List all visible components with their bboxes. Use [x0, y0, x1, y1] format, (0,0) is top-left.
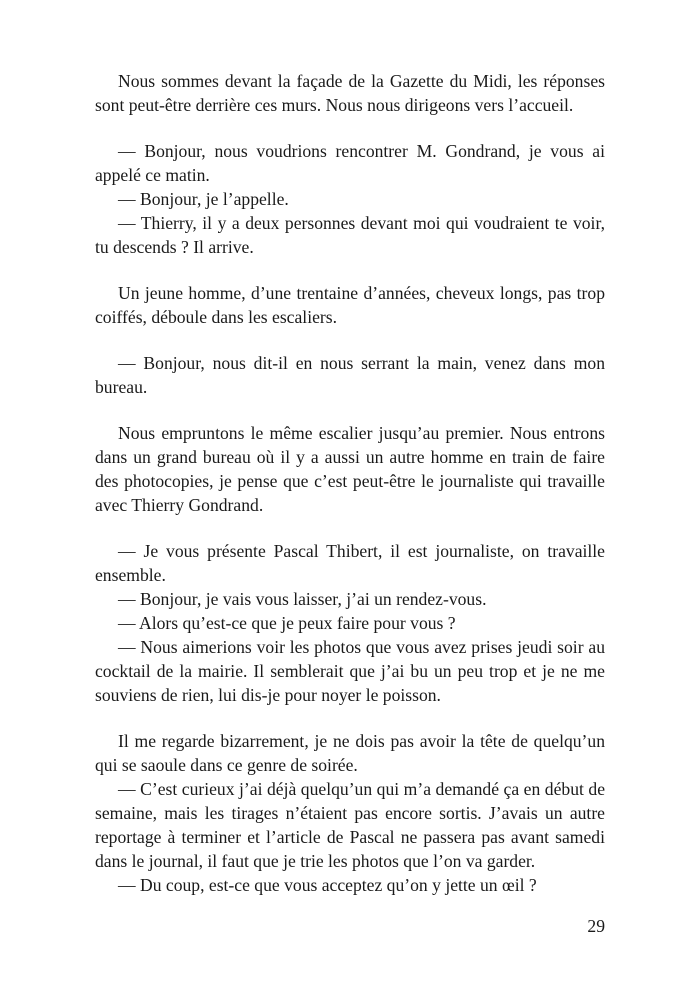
paragraph-11: — Nous aimerions voir les photos que vous avez prises jeudi soir au cocktail de la mairie. Il semblerait que j’ai bu un peu trop et je ne me souviens de rien, lui dis-je pour noyer le poisson.: [95, 637, 605, 705]
paragraph-12: Il me regarde bizarrement, je ne dois pas avoir la tête de quelqu’un qui se saoule dans ce genre de soirée.: [95, 731, 605, 775]
body-text: [95, 69, 605, 897]
paragraph-14: — Du coup, est-ce que vous acceptez qu’on y jette un œil ?: [118, 875, 537, 895]
page-number: 29: [587, 916, 605, 936]
paragraph-4: — Thierry, il y a deux personnes devant moi qui voudraient te voir, tu descends ? Il arrive.: [95, 213, 605, 257]
paragraph-9: — Bonjour, je vais vous laisser, j’ai un rendez-vous.: [118, 589, 487, 609]
paragraph-7: Nous empruntons le même escalier jusqu’au premier. Nous entrons dans un grand bureau où il y a aussi un autre homme en train de faire des photocopies, je pense que c’est peut-être le journaliste qui travaille avec Thierry Gondrand.: [95, 423, 605, 515]
paragraph-6: — Bonjour, nous dit-il en nous serrant la main, venez dans mon bureau.: [95, 353, 605, 397]
paragraph-10: — Alors qu’est-ce que je peux faire pour vous ?: [118, 613, 456, 633]
paragraph-5: Un jeune homme, d’une trentaine d’années, cheveux longs, pas trop coiffés, déboule dans les escaliers.: [95, 283, 605, 327]
paragraph-8: — Je vous présente Pascal Thibert, il est journaliste, on travaille ensemble.: [95, 541, 605, 585]
paragraph-13: — C’est curieux j’ai déjà quelqu’un qui m’a demandé ça en début de semaine, mais les tirages n’étaient pas encore sortis. J’avais un autre reportage à terminer et l’article de Pascal ne passera pas avant samedi dans le journal, il faut que je trie les photos que l’on va garder.: [95, 779, 605, 871]
paragraph-1: Nous sommes devant la façade de la Gazette du Midi, les réponses sont peut-être derrière ces murs. Nous nous dirigeons vers l’accueil.: [95, 71, 605, 115]
paragraph-3: — Bonjour, je l’appelle.: [118, 189, 289, 209]
paragraph-2: — Bonjour, nous voudrions rencontrer M. Gondrand, je vous ai appelé ce matin.: [95, 141, 605, 185]
